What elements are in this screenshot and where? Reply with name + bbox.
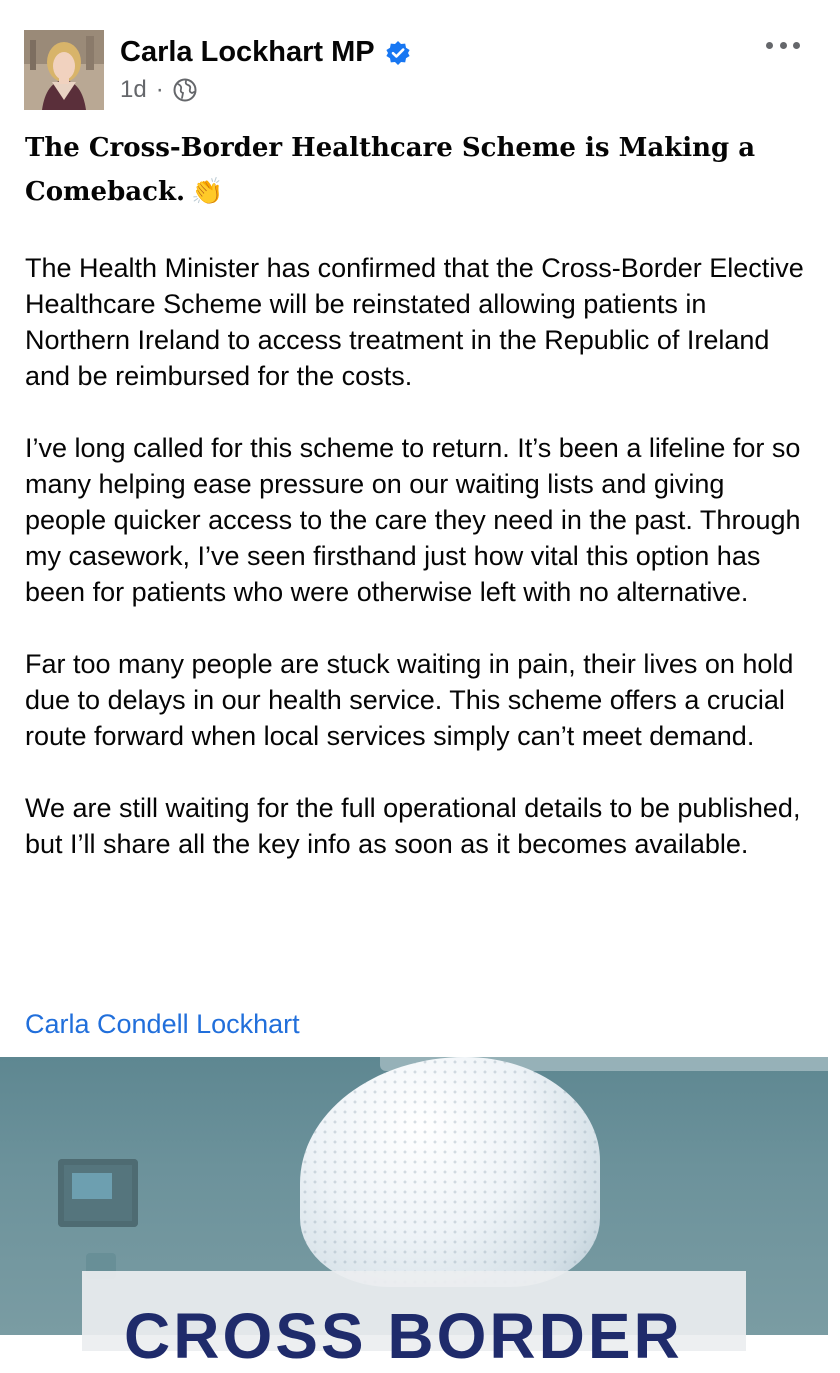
- post-time[interactable]: 1d: [120, 76, 147, 103]
- clapping-hands-icon: 👏: [191, 177, 224, 207]
- more-dot: [766, 42, 773, 49]
- author-name[interactable]: [120, 36, 411, 69]
- post-image[interactable]: [0, 1057, 828, 1372]
- image-banner: [82, 1271, 746, 1372]
- post-paragraph: The Health Minister has confirmed that the Cross-Border Elective Healthcare Scheme will be reinstated allowing patients in Northern Ireland to access treatment in the Republic of Ireland and be reimbursed for the costs.: [25, 253, 804, 391]
- more-dot: [793, 42, 800, 49]
- image-surgical-cap: [300, 1057, 600, 1287]
- post-title-text: The Cross-Border Healthcare Scheme is Making a Comeback.: [25, 133, 756, 207]
- post-paragraph: We are still waiting for the full operational details to be published, but I’ll share all the key info as soon as it becomes available.: [25, 793, 801, 859]
- avatar-photo: [24, 30, 104, 110]
- author-avatar[interactable]: [24, 30, 104, 110]
- verified-badge-icon: [385, 40, 411, 66]
- image-banner-text: CROSS BORDER: [124, 1300, 683, 1372]
- post-meta: [120, 76, 197, 104]
- globe-icon[interactable]: [173, 78, 197, 102]
- post-paragraph: I’ve long called for this scheme to return. It’s been a lifeline for so many helping ease pressure on our waiting lists and giving people quicker access to the care they need in the past. Through my casework, I’ve seen firsthand just how vital this option has been for patients who were otherwise left with no alternative.: [25, 433, 801, 607]
- author-name-text: Carla Lockhart MP: [120, 36, 375, 68]
- more-options-icon[interactable]: [766, 38, 800, 52]
- image-monitor: [58, 1159, 138, 1227]
- profile-mention-link[interactable]: Carla Condell Lockhart: [25, 1009, 300, 1039]
- post-paragraph: Far too many people are stuck waiting in pain, their lives on hold due to delays in our health service. This scheme offers a crucial route forward when local services simply can’t meet demand.: [25, 649, 794, 751]
- meta-separator: ·: [155, 76, 164, 103]
- post-body: [25, 250, 811, 898]
- post-header: [0, 0, 828, 120]
- more-dot: [780, 42, 787, 49]
- post-title: [25, 126, 805, 214]
